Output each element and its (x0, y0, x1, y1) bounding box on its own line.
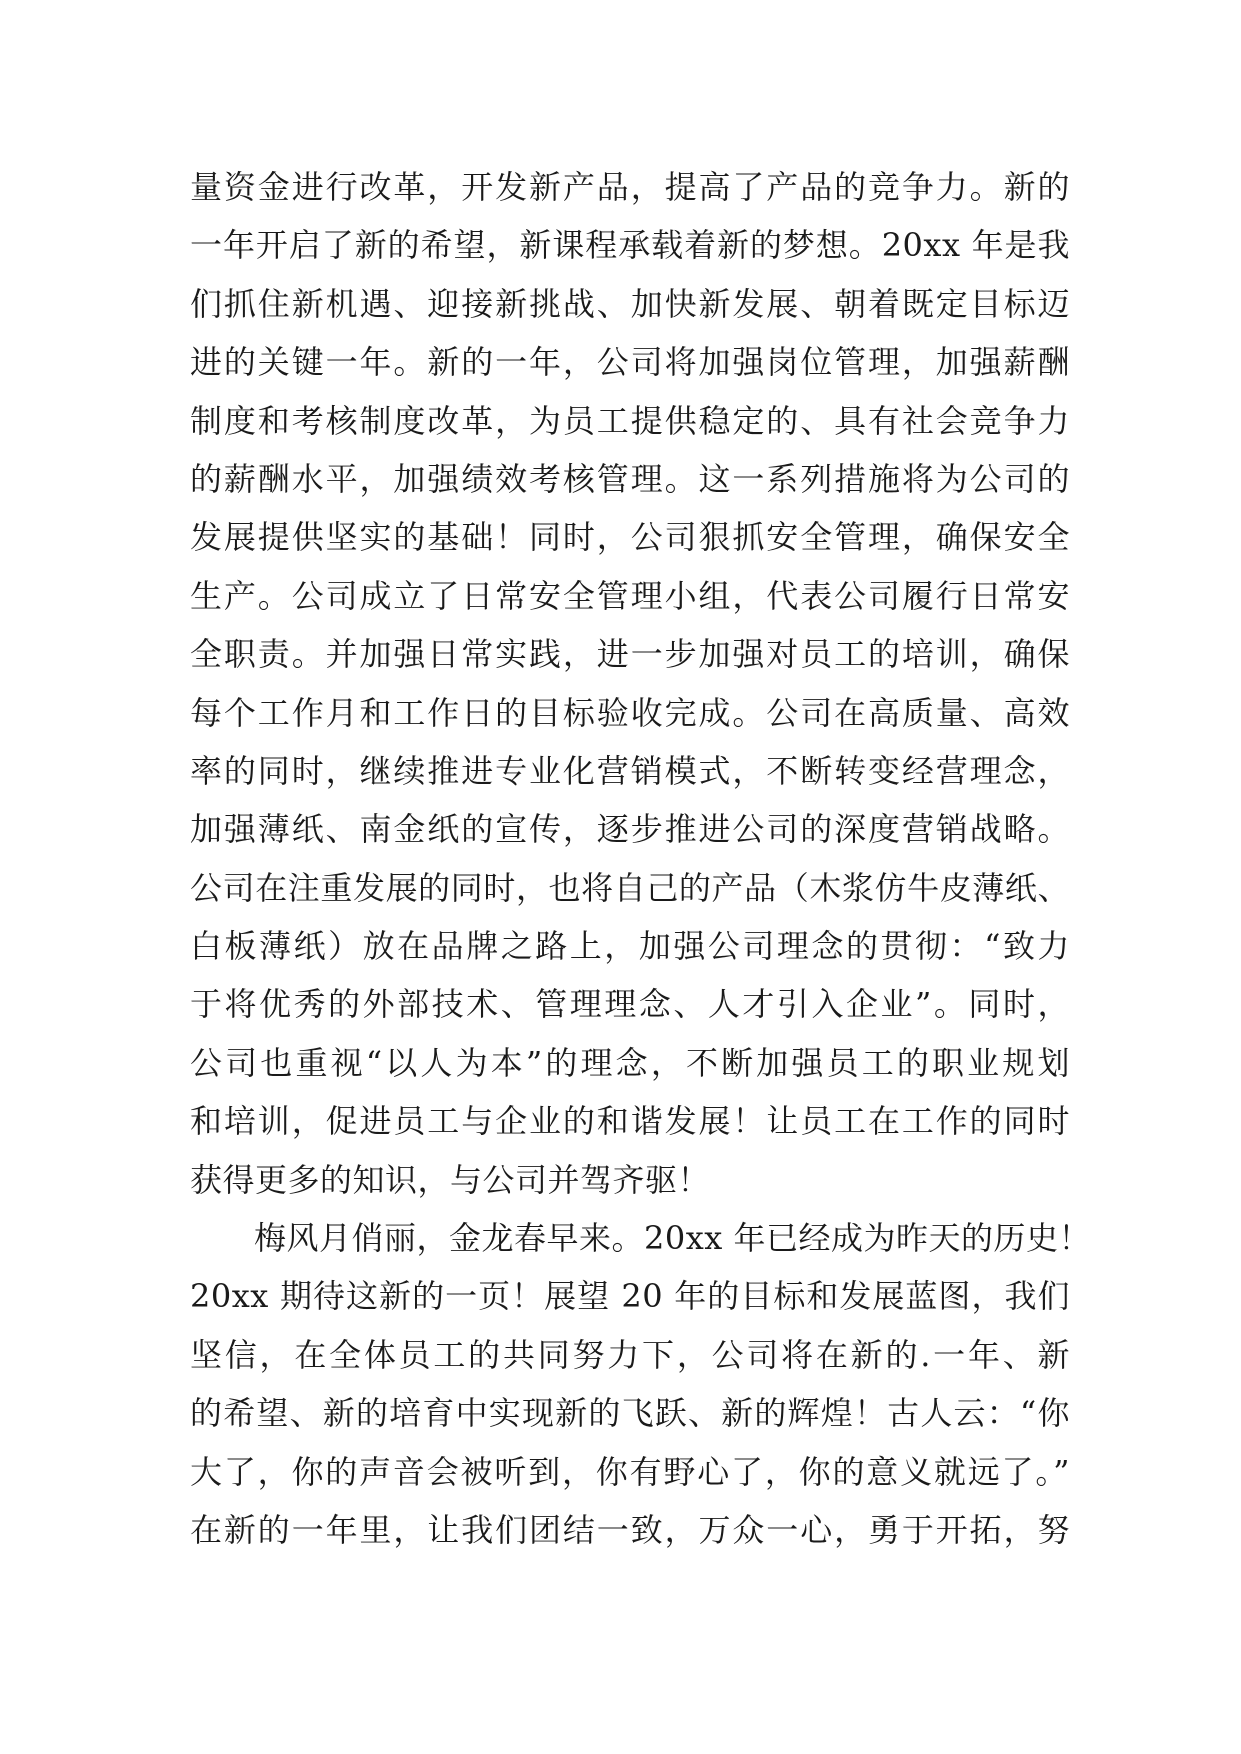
text-line: 全职责。并加强日常实践，进一步加强对员工的培训，确保 (190, 635, 1070, 674)
text-line: 公司在注重发展的同时，也将自己的产品（木浆仿牛皮薄纸、 (190, 868, 1070, 907)
paragraph-start-line: 梅风月俏丽，金龙春早来。20xx 年已经成为昨天的历史！ (254, 1219, 1091, 1258)
text-line: 进的关键一年。新的一年，公司将加强岗位管理，加强薪酬 (190, 343, 1070, 382)
text-line: 大了，你的声音会被听到，你有野心了，你的意义就远了。” (190, 1452, 1070, 1491)
text-line: 每个工作月和工作日的目标验收完成。公司在高质量、高效 (190, 693, 1070, 732)
text-line: 率的同时，继续推进专业化营销模式，不断转变经营理念， (190, 751, 1070, 790)
text-line: 公司也重视“以人为本”的理念，不断加强员工的职业规划 (190, 1043, 1070, 1082)
text-line: 在新的一年里，让我们团结一致，万众一心，勇于开拓，努 (190, 1510, 1070, 1549)
text-line: 加强薄纸、南金纸的宣传，逐步推进公司的深度营销战略。 (190, 810, 1070, 849)
text-line: 坚信，在全体员工的共同努力下，公司将在新的.一年、新 (190, 1335, 1070, 1374)
text-line: 量资金进行改革，开发新产品，提高了产品的竞争力。新的 (190, 168, 1070, 206)
text-line: 的薪酬水平，加强绩效考核管理。这一系列措施将为公司的 (190, 459, 1070, 498)
text-line: 白板薄纸）放在品牌之路上，加强公司理念的贯彻：“致力 (190, 927, 1070, 966)
text-line: 于将优秀的外部技术、管理理念、人才引入企业”。同时， (190, 985, 1070, 1024)
body-text (190, 158, 1091, 1559)
text-line: 的希望、新的培育中实现新的飞跃、新的辉煌！古人云：“你 (190, 1394, 1070, 1433)
text-line: 一年开启了新的希望，新课程承载着新的梦想。20xx 年是我 (190, 226, 1070, 265)
text-line: 制度和考核制度改革，为员工提供稳定的、具有社会竞争力 (190, 401, 1070, 440)
text-line: 20xx 期待这新的一页！展望 20 年的目标和发展蓝图，我们 (190, 1277, 1070, 1316)
text-line: 生产。公司成立了日常安全管理小组，代表公司履行日常安 (190, 576, 1070, 615)
text-line: 发展提供坚实的基础！同时，公司狠抓安全管理，确保安全 (190, 518, 1070, 557)
paragraph-end-line: 获得更多的知识，与公司并驾齐驱！ (190, 1160, 711, 1199)
text-line: 和培训，促进员工与企业的和谐发展！让员工在工作的同时 (190, 1102, 1070, 1141)
text-line: 们抓住新机遇、迎接新挑战、加快新发展、朝着既定目标迈 (190, 284, 1070, 323)
